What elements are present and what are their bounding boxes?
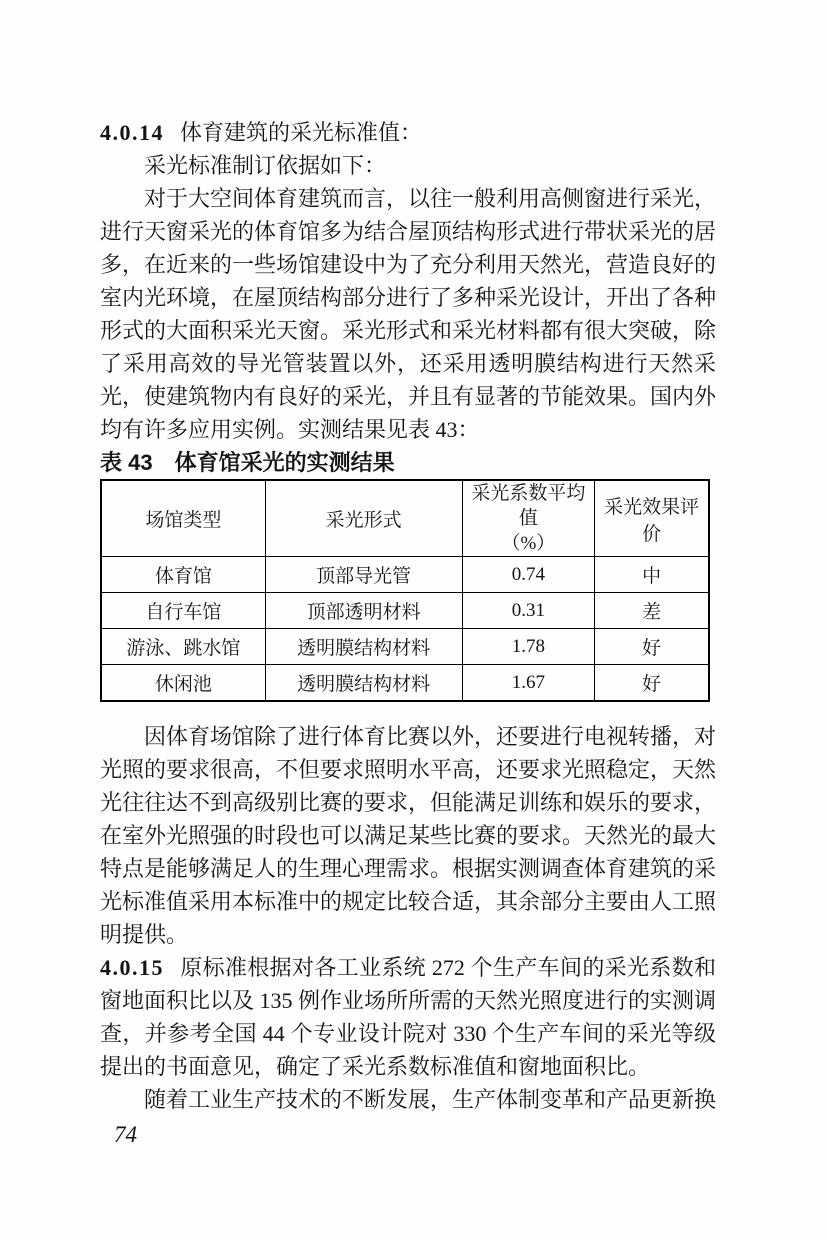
cell-daylight-factor: 0.74 [462,557,595,593]
header-effect-rating: 采光效果评价 [595,480,709,557]
header-daylighting-form: 采光形式 [265,480,462,557]
cell-form: 顶部透明材料 [265,593,462,629]
page-content [100,116,716,1116]
paragraph-daylighting-overview: 对于大空间体育建筑而言，以往一般利用高侧窗进行采光，进行天窗采光的体育馆多为结合屋顶结构形式进行带状采光的居多，在近来的一些场馆建设中为了充分利用天然光，营造良好的室内光环境，在屋顶结构部分进行了多种采光设计，开出了各种形式的大面积采光天窗。采光形式和采光材料都有很大突破，除了采用高效的导光管装置以外，还采用透明膜结构进行天然采光，使建筑物内有良好的采光，并且有显著的节能效果。国内外均有许多应用实例。实测结果见表 43： [100,186,717,442]
cell-venue: 游泳、跳水馆 [101,629,265,665]
clause-4-0-15-paragraph [100,951,716,1083]
paragraph-tv-broadcast-requirements: 因体育场馆除了进行体育比赛以外，还要进行电视转播，对光照的要求很高，不但要求照明水平高，还要求光照稳定，天然光往往达不到高级别比赛的要求，但能满足训练和娱乐的要求，在室外光照强的时段也可以满足某些比赛的要求。天然光的最大特点是能够满足人的生理心理需求。根据实测调查体育建筑的采光标准值采用本标准中的规定比较合适，其余部分主要由人工照明提供。 [100,724,717,947]
table-row [101,629,709,665]
table-row [101,665,709,702]
cell-venue: 休闲池 [101,665,265,702]
page-number: 74 [114,1122,137,1147]
cell-daylight-factor: 1.67 [462,665,595,702]
table-43 [100,479,710,702]
header-daylight-factor [462,480,595,557]
cell-daylight-factor: 0.31 [462,593,595,629]
clause-4-0-14-title: 体育建筑的采光标准值： [180,120,423,145]
cell-form: 顶部导光管 [265,557,462,593]
table-header-row [101,480,709,557]
cell-rating: 好 [595,665,709,702]
clause-4-0-15-text: 原标准根据对各工业系统 272 个生产车间的采光系数和窗地面积比以及 135 例作业场所所需的天然光照度进行的实测调查，并参考全国 44 个专业设计院对 330 个生产车间的采光等级提出的书面意见，确定了采光系数标准值和窗地面积比。 [100,955,717,1079]
cell-venue: 体育馆 [101,557,265,593]
cell-rating: 中 [595,557,709,593]
table-row [101,557,709,593]
paragraph-industrial-development: 随着工业生产技术的不断发展，生产体制变革和产品更新换 [144,1087,717,1112]
header-daylight-factor-unit: （%） [501,533,556,554]
cell-rating: 差 [595,593,709,629]
clause-4-0-14-heading [100,116,716,149]
basis-statement: 采光标准制订依据如下： [144,153,387,178]
cell-form: 透明膜结构材料 [265,629,462,665]
table-row [101,593,709,629]
table-43-caption: 表 43 体育馆采光的实测结果 [100,450,395,475]
header-venue-type: 场馆类型 [101,480,265,557]
header-daylight-factor-line1: 采光系数平均值 [471,483,586,529]
clause-4-0-14-number: 4.0.14 [100,120,164,145]
cell-rating: 好 [595,629,709,665]
cell-venue: 自行车馆 [101,593,265,629]
cell-form: 透明膜结构材料 [265,665,462,702]
clause-4-0-15-number: 4.0.15 [100,955,164,980]
cell-daylight-factor: 1.78 [462,629,595,665]
